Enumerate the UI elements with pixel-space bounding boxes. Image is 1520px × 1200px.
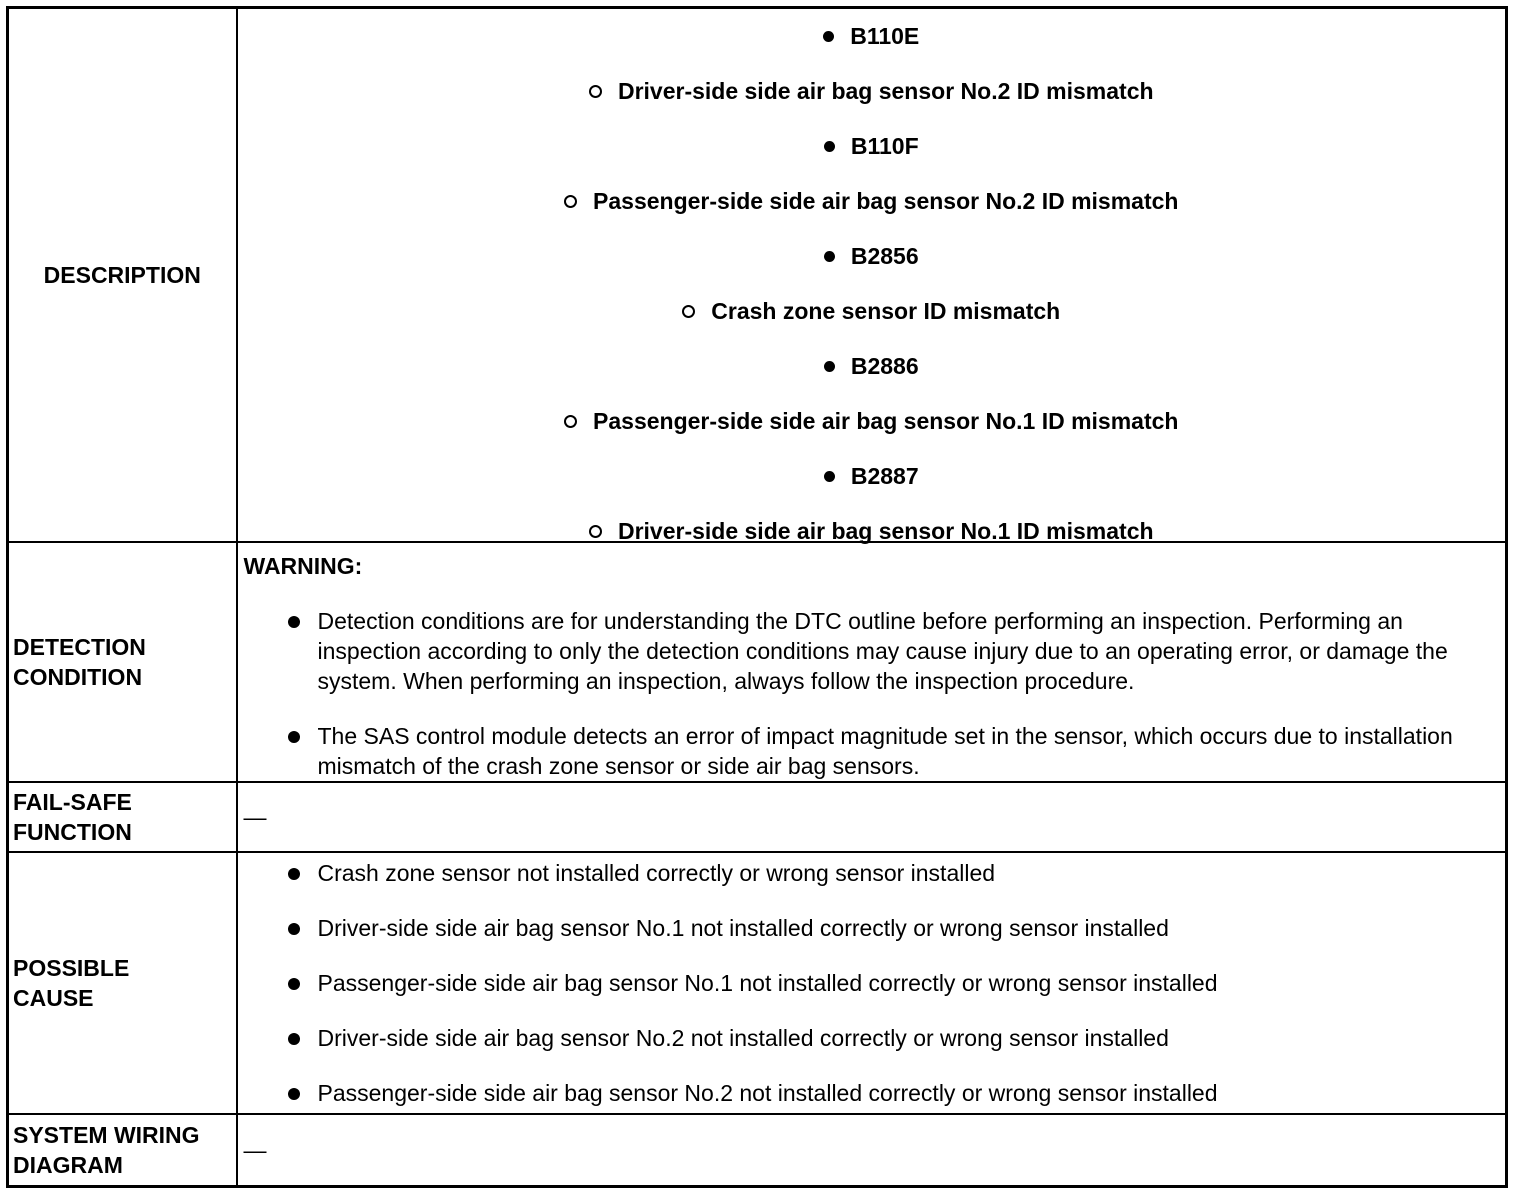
list-item — [238, 968, 1506, 998]
warning-title: WARNING: — [243, 553, 363, 579]
detection-bullet-text: Detection conditions are for understanding the DTC outline before performing an inspection. Performing an inspection according to only the detection conditions may cause injury due to an operating error, or damage the system. When performing an inspection, always follow the inspection procedure. — [317, 608, 1448, 694]
wiring-value: — — [243, 1136, 267, 1163]
list-item — [238, 721, 1506, 781]
dtc-description: Crash zone sensor ID mismatch — [711, 298, 1061, 324]
possible-cause-label-cell — [8, 852, 237, 1114]
open-bullet-icon — [682, 305, 695, 318]
open-bullet-icon — [564, 415, 577, 428]
possible-cause-label-line1: POSSIBLE — [13, 955, 130, 981]
description-label-cell — [8, 8, 237, 543]
open-bullet-icon — [564, 195, 577, 208]
dtc-code: B110F — [850, 133, 919, 159]
dtc-code: B2887 — [850, 463, 919, 489]
possible-cause-row — [8, 852, 1507, 1114]
wiring-label-line2: DIAGRAM — [13, 1152, 123, 1178]
description-row — [8, 8, 1507, 543]
dtc-info-table — [6, 6, 1508, 1188]
cause-text: Passenger-side side air bag sensor No.2 not installed correctly or wrong sensor installed — [317, 1080, 1218, 1106]
dtc-code: B110E — [850, 23, 920, 49]
description-item — [238, 174, 1506, 229]
open-bullet-icon — [589, 85, 602, 98]
dtc-description: Driver-side side air bag sensor No.1 ID mismatch — [617, 518, 1154, 544]
filled-bullet-icon — [824, 471, 835, 482]
list-item — [238, 606, 1506, 696]
bullet-icon — [288, 868, 300, 880]
dtc-description: Passenger-side side air bag sensor No.2 ID mismatch — [593, 188, 1179, 214]
cause-text: Crash zone sensor not installed correctly or wrong sensor installed — [317, 860, 996, 886]
failsafe-label-cell — [8, 782, 237, 852]
bullet-icon — [288, 616, 300, 628]
failsafe-content-cell — [237, 782, 1507, 852]
bullet-icon — [288, 731, 300, 743]
description-item — [238, 339, 1506, 394]
description-item — [238, 504, 1506, 559]
description-item — [238, 9, 1506, 64]
bullet-icon — [288, 1033, 300, 1045]
detection-content-cell — [237, 542, 1507, 782]
detection-bullet-text: The SAS control module detects an error of impact magnitude set in the sensor, which occurs due to installation mismatch of the crash zone sensor or side air bag sensors. — [317, 723, 1453, 779]
cause-text: Passenger-side side air bag sensor No.1 not installed correctly or wrong sensor installed — [317, 970, 1218, 996]
detection-label-line1: DETECTION — [13, 634, 146, 660]
bullet-icon — [288, 978, 300, 990]
description-item — [238, 449, 1506, 504]
failsafe-label-line1: FAIL-SAFE — [13, 789, 132, 815]
description-item — [238, 64, 1506, 119]
cause-text: Driver-side side air bag sensor No.1 not installed correctly or wrong sensor installed — [317, 915, 1169, 941]
detection-row — [8, 542, 1507, 782]
description-item — [238, 284, 1506, 339]
description-item — [238, 229, 1506, 284]
wiring-row — [8, 1114, 1507, 1187]
cause-text: Driver-side side air bag sensor No.2 not installed correctly or wrong sensor installed — [317, 1025, 1169, 1051]
list-item — [238, 1078, 1506, 1108]
description-label: DESCRIPTION — [43, 262, 201, 288]
possible-cause-content-cell — [237, 852, 1507, 1114]
bullet-icon — [288, 1088, 300, 1100]
filled-bullet-icon — [824, 141, 835, 152]
failsafe-label-line2: FUNCTION — [13, 819, 132, 845]
dtc-code: B2886 — [850, 353, 919, 379]
wiring-content-cell — [237, 1114, 1507, 1187]
description-item — [238, 394, 1506, 449]
failsafe-value: — — [243, 803, 267, 830]
possible-cause-label-line2: CAUSE — [13, 985, 94, 1011]
list-item — [238, 858, 1506, 888]
dtc-description: Passenger-side side air bag sensor No.1 ID mismatch — [593, 408, 1179, 434]
dtc-description: Driver-side side air bag sensor No.2 ID mismatch — [617, 78, 1154, 104]
possible-cause-bullet-list — [238, 858, 1506, 1108]
filled-bullet-icon — [824, 361, 835, 372]
wiring-label-cell — [8, 1114, 237, 1187]
filled-bullet-icon — [823, 31, 834, 42]
dtc-code: B2856 — [850, 243, 919, 269]
list-item — [238, 913, 1506, 943]
description-list — [238, 9, 1506, 544]
detection-bullet-list — [238, 606, 1506, 781]
detection-label-line2: CONDITION — [13, 664, 143, 690]
detection-label-cell — [8, 542, 237, 782]
wiring-label-line1: SYSTEM WIRING — [13, 1122, 200, 1148]
open-bullet-icon — [589, 525, 602, 538]
bullet-icon — [288, 923, 300, 935]
description-content-cell — [237, 8, 1507, 543]
list-item — [238, 1023, 1506, 1053]
filled-bullet-icon — [824, 251, 835, 262]
failsafe-row — [8, 782, 1507, 852]
description-item — [238, 119, 1506, 174]
